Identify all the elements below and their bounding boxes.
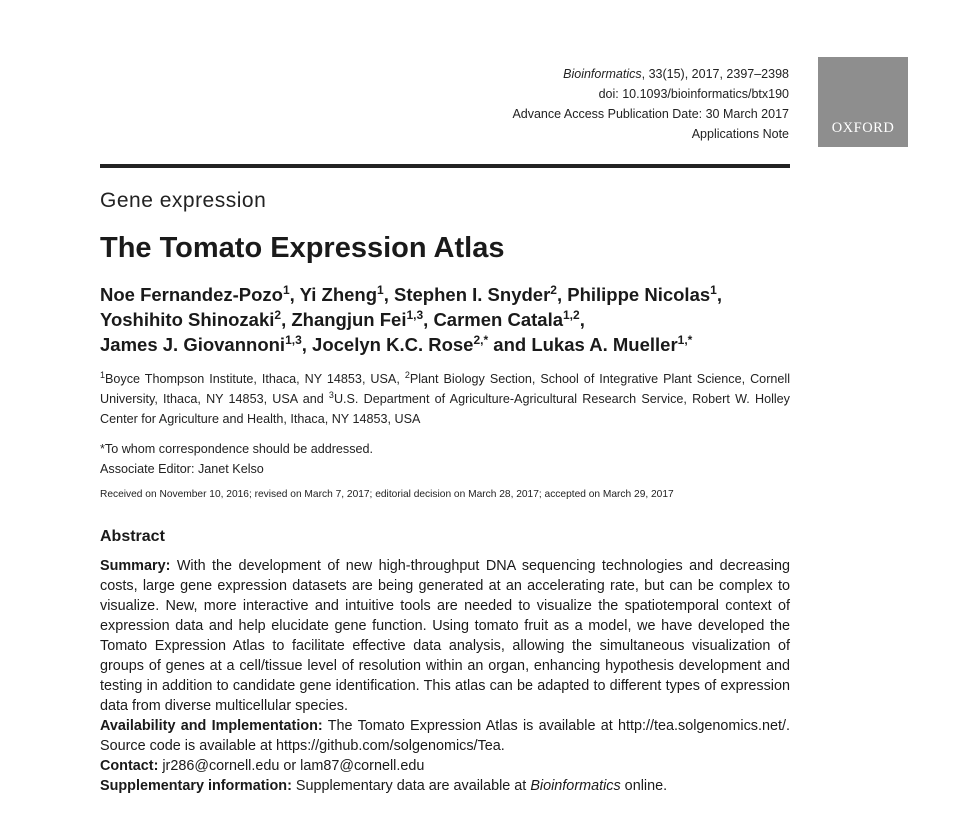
affiliation-text: Boyce Thompson Institute, Ithaca, NY 14853, USA,: [105, 372, 405, 386]
author-affil-sup: 1: [710, 282, 717, 297]
oxford-logo[interactable]: [818, 57, 908, 147]
abstract-body: [100, 556, 790, 796]
header-rule: [100, 164, 790, 168]
citation-line: [512, 64, 789, 84]
author-line: Noe Fernandez-Pozo$^1$, Yi Zheng$^1$, Stephen I. Snyder$^2$, Philippe Nicolas$^1$,: [100, 282, 722, 305]
author-name: Stephen I. Snyder: [394, 284, 551, 305]
article-type: Applications Note: [691, 127, 789, 141]
abstract-supplementary: [100, 776, 790, 796]
author-affil-sup: 2: [274, 307, 282, 322]
author-name: Carmen Catala: [433, 309, 563, 330]
contact-label: Contact:: [100, 758, 159, 774]
author-name: James J. Giovannoni: [100, 334, 286, 355]
abstract-heading: Abstract: [100, 528, 165, 545]
history-dates: Received on November 10, 2016; revised on March 7, 2017; editorial decision on March 28, 2017; accepted on March 29, 2017: [100, 489, 674, 500]
author-name: Jocelyn K.C. Rose: [312, 334, 474, 355]
affil-sup: 1: [100, 369, 106, 380]
author-affil-sup: 1,3: [406, 307, 424, 322]
supplementary-label: Supplementary information:: [100, 778, 292, 794]
affil-sup: 3: [328, 389, 334, 400]
logo-text: OXFORD: [831, 120, 895, 136]
author-affil-sup: 2: [550, 282, 557, 297]
correspondence-block: [100, 439, 373, 479]
availability-text[interactable]: The Tomato Expression Atlas is available at http://tea.solgenomics.net/. Source code is available at https://github.com/solgenomics/Tea.: [100, 718, 790, 754]
supplementary-text-end: online.: [620, 778, 668, 794]
author-affil-sup: 2,*: [473, 332, 489, 347]
affiliation-text: Plant Biology Section, School of Integrative Plant Science, Cornell University, Ithaca, NY 14853, USA and: [100, 372, 790, 406]
publication-date: Advance Access Publication Date: 30 March 2017: [512, 107, 789, 121]
author-name: Yoshihito Shinozaki: [100, 309, 275, 330]
author-affil-sup: 1,*: [677, 332, 693, 347]
author-affil-sup: 1: [282, 282, 290, 297]
summary-text: With the development of new high-throughput DNA sequencing technologies and decreasing costs, large gene expression datasets are being generated at an accelerating rate, but can be complex to visualize. New, more interactive and intuitive tools are needed to visualize the spatiotemporal context of expression data and help elucidate gene function. Using tomato fruit as a model, we have developed the Tomato Expression Atlas to facilitate effective data analysis, allowing the simultaneous visualization of groups of genes at a cell/tissue level of resolution within an organ, enhancing hypothesis development and testing in addition to candidate gene identification. This atlas can be adapted to different types of expression data from diverse multicellular species.: [100, 558, 790, 714]
supplementary-text: Supplementary data are available at: [291, 778, 531, 794]
author-conjunction: and: [493, 334, 527, 355]
abstract-summary: [100, 556, 790, 716]
affiliation-text: U.S. Department of Agriculture-Agricultural Research Service, Robert W. Holley Center for Agriculture and Health, Ithaca, NY 14853, USA: [100, 392, 790, 426]
citation: , 33(15), 2017, 2397–2398: [641, 67, 789, 81]
contact-text[interactable]: jr286@cornell.edu or lam87@cornell.edu: [158, 758, 425, 774]
summary-label: Summary:: [100, 558, 171, 574]
supplementary-journal: Bioinformatics: [530, 778, 621, 794]
abstract-contact: [100, 756, 790, 776]
author-affil-sup: 1,3: [285, 332, 302, 347]
author-name: Noe Fernandez-Pozo: [100, 284, 283, 305]
author-list: [100, 282, 800, 357]
author-name: Yi Zheng: [299, 284, 378, 305]
journal-name: Bioinformatics: [563, 67, 642, 81]
article-title: The Tomato Expression Atlas: [100, 232, 505, 264]
author-name: Philippe Nicolas: [567, 284, 711, 305]
author-name: Lukas A. Mueller: [531, 334, 678, 355]
article-metadata: [512, 64, 789, 144]
affiliations: [100, 369, 790, 429]
section-heading: Gene expression: [100, 189, 267, 212]
author-name: Zhangjun Fei: [291, 309, 407, 330]
doi[interactable]: doi: 10.1093/bioinformatics/btx190: [598, 87, 789, 101]
author-affil-sup: 1,2: [563, 307, 580, 322]
abstract-availability: [100, 716, 790, 756]
author-line: Yoshihito Shinozaki$^2$, Zhangjun Fei$^{1,3}$, Carmen Catala$^{1,2}$,: [100, 307, 585, 330]
affil-sup: 2: [404, 369, 410, 380]
author-affil-sup: 1: [377, 282, 384, 297]
author-line: James J. Giovannoni$^{1,3}$, Jocelyn K.C. Rose$^{2,*}$ and Lukas A. Mueller$^{1,*}$: [100, 332, 693, 355]
correspondence-note: *To whom correspondence should be addressed.: [100, 442, 374, 456]
availability-label: Availability and Implementation:: [100, 718, 323, 734]
associate-editor: Associate Editor: Janet Kelso: [100, 462, 264, 476]
